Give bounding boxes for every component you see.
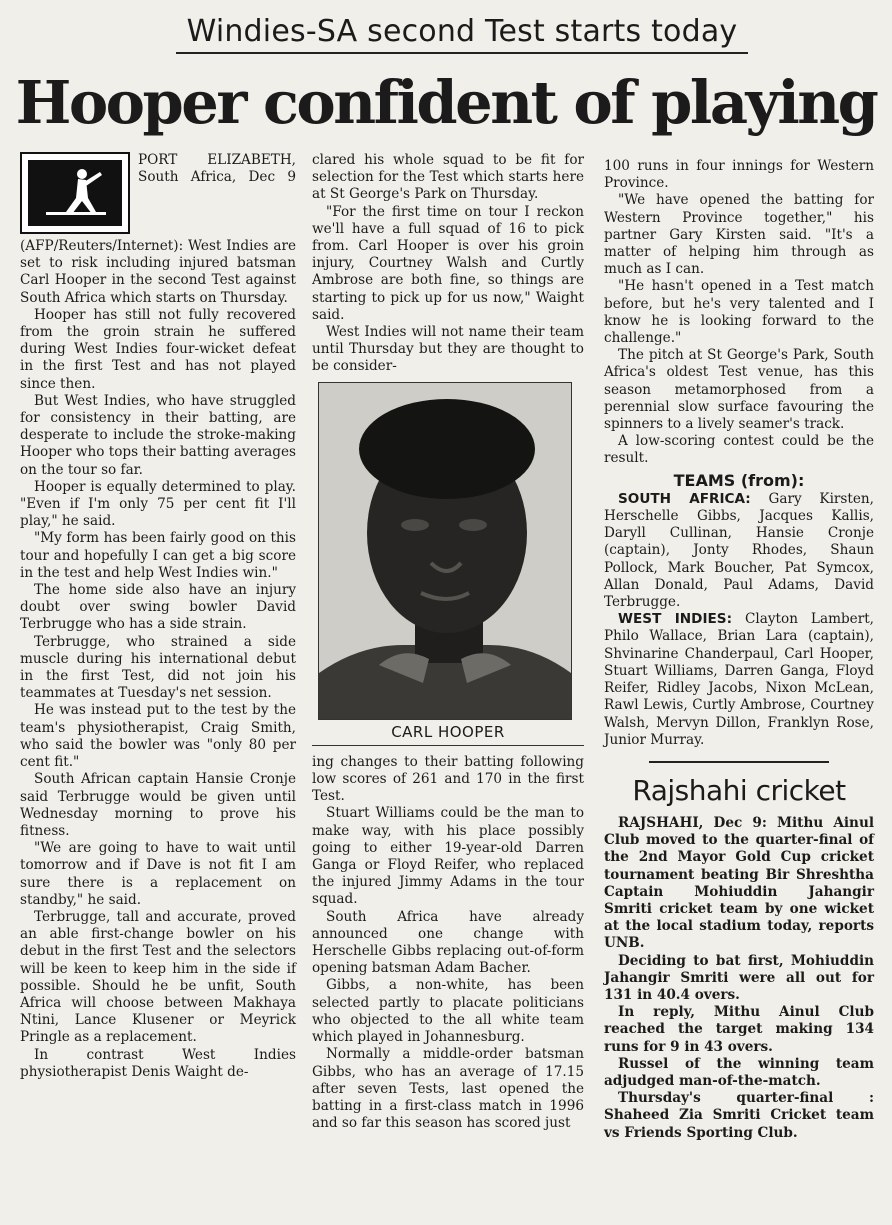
paragraph: 100 runs in four innings for Western Province. xyxy=(604,158,874,192)
paragraph: Terbrugge, who strained a side muscle during his international debut in the first Test, did not join his teammates at Tuesday's net session. xyxy=(20,633,296,702)
paragraph: Gibbs, a non-white, has been selected partly to placate politicians who objected to the all white team which played in Johannesburg. xyxy=(312,977,584,1046)
divider xyxy=(649,761,829,763)
photo-caption: CARL HOOPER xyxy=(312,724,584,746)
kicker-headline: Windies-SA second Test starts today xyxy=(176,12,748,54)
team-label: WEST INDIES: xyxy=(618,611,733,628)
paragraph: ing changes to their batting following low scores of 261 and 170 in the first Test. xyxy=(312,753,584,805)
paragraph: RAJSHAHI, Dec 9: Mithu Ainul Club moved to the quarter-final of the 2nd Mayor Gold Cup cricket tournament beating Bir Shreshtha Captain Mohiuddin Jahangir Smriti cricket team by one wicket at the local stadium today, reports UNB. xyxy=(604,814,874,952)
paragraph: "He hasn't opened in a Test match before, but he's very talented and I know he is looking forward to the challenge." xyxy=(604,278,874,347)
rajshahi-heading: Rajshahi cricket xyxy=(632,773,846,807)
paragraph: The pitch at St George's Park, South Africa's oldest Test venue, has this season metamorphosed from a perennial slow surface favouring the spinners to a lively seamer's track. xyxy=(604,347,874,433)
paragraph: Thursday's quarter-final : Shaheed Zia Smriti Cricket team vs Friends Sporting Club. xyxy=(604,1090,874,1141)
paragraph: South Africa have already announced one change with Herschelle Gibbs replacing out-of-form opening batsman Adam Bacher. xyxy=(312,908,584,977)
cricket-logo-icon xyxy=(20,152,130,234)
paragraph: West Indies will not name their team until Thursday but they are thought to be consider- xyxy=(312,324,584,375)
paragraph: Hooper has still not fully recovered from the groin strain he suffered during West Indies four-wicket defeat in the first Test and has not played since then. xyxy=(20,306,296,392)
team-label: SOUTH AFRICA: xyxy=(618,490,751,507)
paragraph: In reply, Mithu Ainul Club reached the target making 134 runs for 9 in 43 overs. xyxy=(604,1004,874,1055)
team-south-africa xyxy=(604,491,874,611)
paragraph: "For the first time on tour I reckon we'll have a full squad of 16 to pick from. Carl Hooper is over his groin injury, Courtney Walsh and Curtly Ambrose are both fine, so things are starting to pick up for us now," Waight said. xyxy=(312,203,584,323)
paragraph: "We are going to have to wait until tomorrow and if Dave is not fit I am sure there is a replacement on standby," he said. xyxy=(20,840,296,908)
paragraph: He was instead put to the test by the team's physiotherapist, Craig Smith, who said the bowler was "only 80 per cent fit." xyxy=(20,702,296,771)
paragraph: "We have opened the batting for Western Province together," his partner Gary Kirsten said. "It's a matter of helping him through as much as I can. xyxy=(604,192,874,278)
column-3 xyxy=(604,158,874,1142)
paragraph: In contrast West Indies physiotherapist Denis Waight de- xyxy=(20,1046,296,1080)
main-headline: Hooper confident of playing xyxy=(15,68,877,137)
paragraph: Russel of the winning team adjudged man-of-the-match. xyxy=(604,1055,874,1089)
team-players: Gary Kirsten, Herschelle Gibbs, Jacques Kallis, Daryll Cullinan, Hansie Cronje (captain), Jonty Rhodes, Shaun Pollock, Mark Boucher, Pat Symcox, Allan Donald, Paul Adams, David Terbrugge. xyxy=(604,490,874,611)
paragraph: A low-scoring contest could be the result. xyxy=(604,433,874,467)
paragraph: Hooper is equally determined to play. "Even if I'm only 75 per cent fit I'll play," he said. xyxy=(20,478,296,530)
paragraph: clared his whole squad to be fit for selection for the Test which starts here at St George's Park on Thursday. xyxy=(312,152,584,203)
paragraph: South African captain Hansie Cronje said Terbrugge would be given until Wednesday morning to prove his fitness. xyxy=(20,771,296,839)
paragraph: But West Indies, who have struggled for consistency in their batting, are desperate to include the stroke-making Hooper who tops their batting averages on the tour so far. xyxy=(20,392,296,478)
paragraph: The home side also have an injury doubt over swing bowler David Terbrugge who has a side strain. xyxy=(20,582,296,633)
paragraph: Deciding to bat first, Mohiuddin Jahangir Smriti were all out for 131 in 40.4 overs. xyxy=(604,952,874,1003)
paragraph: Normally a middle-order batsman Gibbs, who has an average of 17.15 after seven Tests, last opened the batting in a first-class match in 1996 and so far this season has scored just xyxy=(312,1046,584,1132)
paragraph: PORT ELIZABETH, South Africa, Dec 9 (AFP/Reuters/Internet): West Indies are set to risk including injured batsman Carl Hooper in the second Test against South Africa which starts on Thursday. xyxy=(20,152,296,306)
paragraph: Terbrugge, tall and accurate, proved an able first-change bowler on his debut in the first Test and the selectors will be keen to keep him in the side if possible. Should he be unfit, South Africa will choose between Makhaya Ntini, Lance Klusener or Meyrick Pringle as a replacement. xyxy=(20,908,296,1046)
paragraph: Stuart Williams could be the man to make way, with his place possibly going to either 19-year-old Darren Ganga or Floyd Reifer, who replaced the injured Jimmy Adams in the tour squad. xyxy=(312,805,584,908)
team-west-indies xyxy=(604,611,874,749)
teams-heading: TEAMS (from): xyxy=(673,470,805,490)
column-2 xyxy=(312,152,584,1132)
paragraph: "My form has been fairly good on this tour and hopefully I can get a big score in the test and help West Indies win." xyxy=(20,530,296,581)
column-1 xyxy=(20,152,296,1081)
player-photo xyxy=(318,382,572,720)
team-players: Clayton Lambert, Philo Wallace, Brian Lara (captain), Shvinarine Chanderpaul, Carl Hooper, Stuart Williams, Darren Ganga, Floyd Reifer, Ridley Jacobs, Nixon McLean, Rawl Lewis, Curtly Ambrose, Courtney Walsh, Mervyn Dillon, Franklyn Rose, Junior Murray. xyxy=(604,611,874,748)
